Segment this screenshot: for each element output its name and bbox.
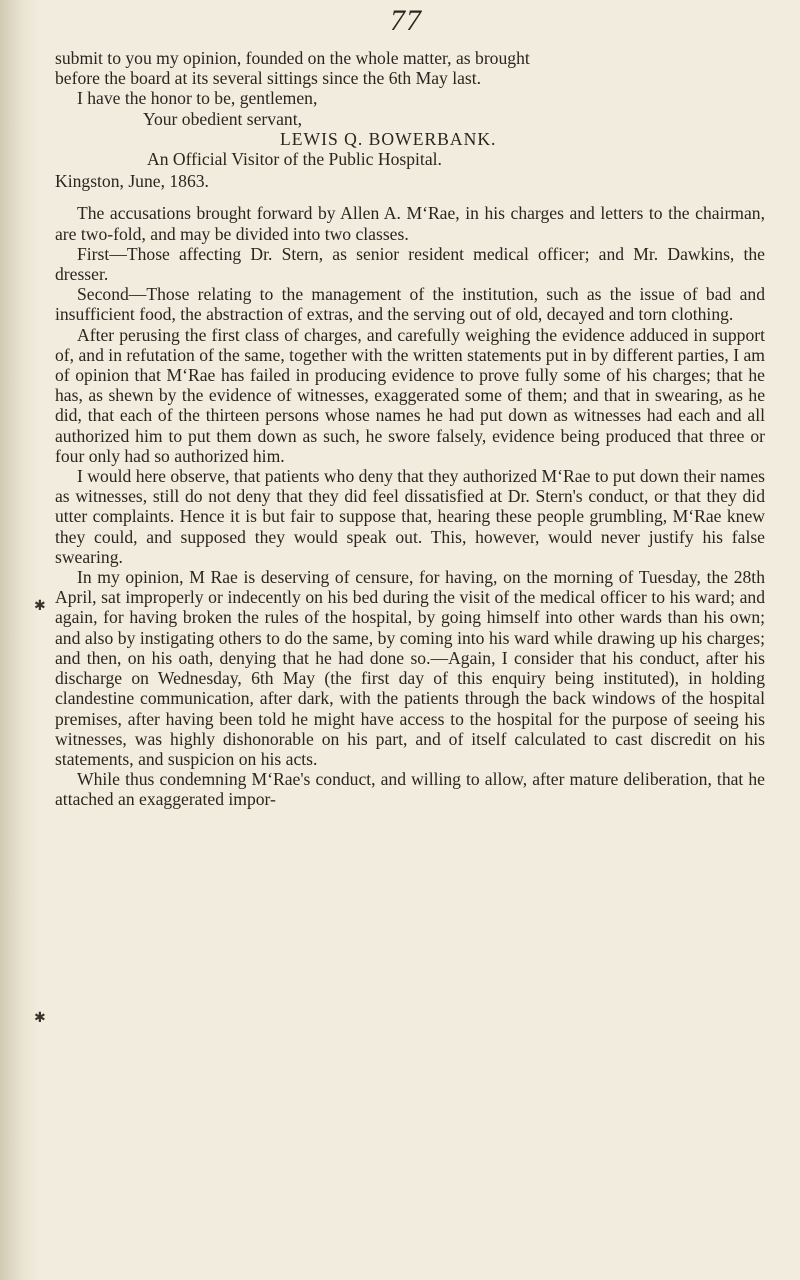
signature-title: An Official Visitor of the Public Hospital. [147,149,442,170]
margin-mark-icon: ✱ [34,599,46,614]
margin-mark-icon: ✱ [34,1011,46,1026]
intro-line-2: before the board at its several sittings since the 6th May last. [55,68,482,89]
signature-closing: I have the honor to be, gentlemen, [77,88,318,109]
signature-obedient: Your obedient servant, [143,108,302,129]
paragraph: In my opinion, M Rae is deserving of censure, for having, on the morning of Tuesday, the 28th April, sat improperly or indecently on his bed during the visit of the medical officer to his ward; and again, for having broken the rules of the hospital, by going himself into other wards than his own; and also by instigating others to do the same, by coming into his ward while drawing up his charges; and then, on his oath, denying that he had done so.—Again, I consider that his conduct, after his discharge on Wednesday, 6th May (the first day of this enquiry being instituted), in holding clandestine communication, after dark, with the patients through the back windows of the hospital premises, after having been told he might have access to the hospital for the purpose of seeing his witnesses, was highly dishonorable on his part, and of itself calculated to cast discredit on his statements, and suspicion on his acts. [55,567,765,769]
paragraph: First—Those affecting Dr. Stern, as senior resident medical officer; and Mr. Dawkins, the dresser. [55,243,765,285]
intro-line-1: submit to you my opinion, founded on the whole matter, as brought [55,48,530,68]
paragraph: While thus condemning M‘Rae's conduct, and willing to allow, after mature deliberation, that he attached an exaggerated impor- [55,769,765,810]
paragraph: After perusing the first class of charges, and carefully weighing the evidence adduced in support of, and in refutation of the same, together with the written statements put in by different parties, I am of opinion that M‘Rae has failed in producing evidence to prove fully some of his charges; that he has, as shewn by the evidence of witnesses, exaggerated some of them; and that in swearing, as he did, that each of the thirteen persons whose names he had put down as witnesses had each and all authorized him to put them down as such, he swore falsely, evidence being produced that three or four only had so authorized him. [55,324,765,466]
page-number: 77 [390,4,422,37]
signature-name: LEWIS Q. BOWERBANK. [280,128,497,149]
body-text [55,48,765,810]
paragraph: The accusations brought forward by Allen A. M‘Rae, in his charges and letters to the chairman, are two-fold, and may be divided into two classes. [55,203,765,244]
paragraph: Second—Those relating to the management of the institution, such as the issue of bad and insufficient food, the abstraction of extras, and the serving out of old, decayed and torn clothing. [55,284,765,325]
place-date: Kingston, June, 1863. [55,171,209,192]
paragraph: I would here observe, that patients who deny that they authorized M‘Rae to put down their names as witnesses, still do not deny that they did feel dissatisfied at Dr. Stern's conduct, or that they did utter complaints. Hence it is but fair to suppose that, hearing these people grumbling, M‘Rae knew they could, and supposed they would speak out. This, however, would never justify his false swearing. [55,466,765,567]
